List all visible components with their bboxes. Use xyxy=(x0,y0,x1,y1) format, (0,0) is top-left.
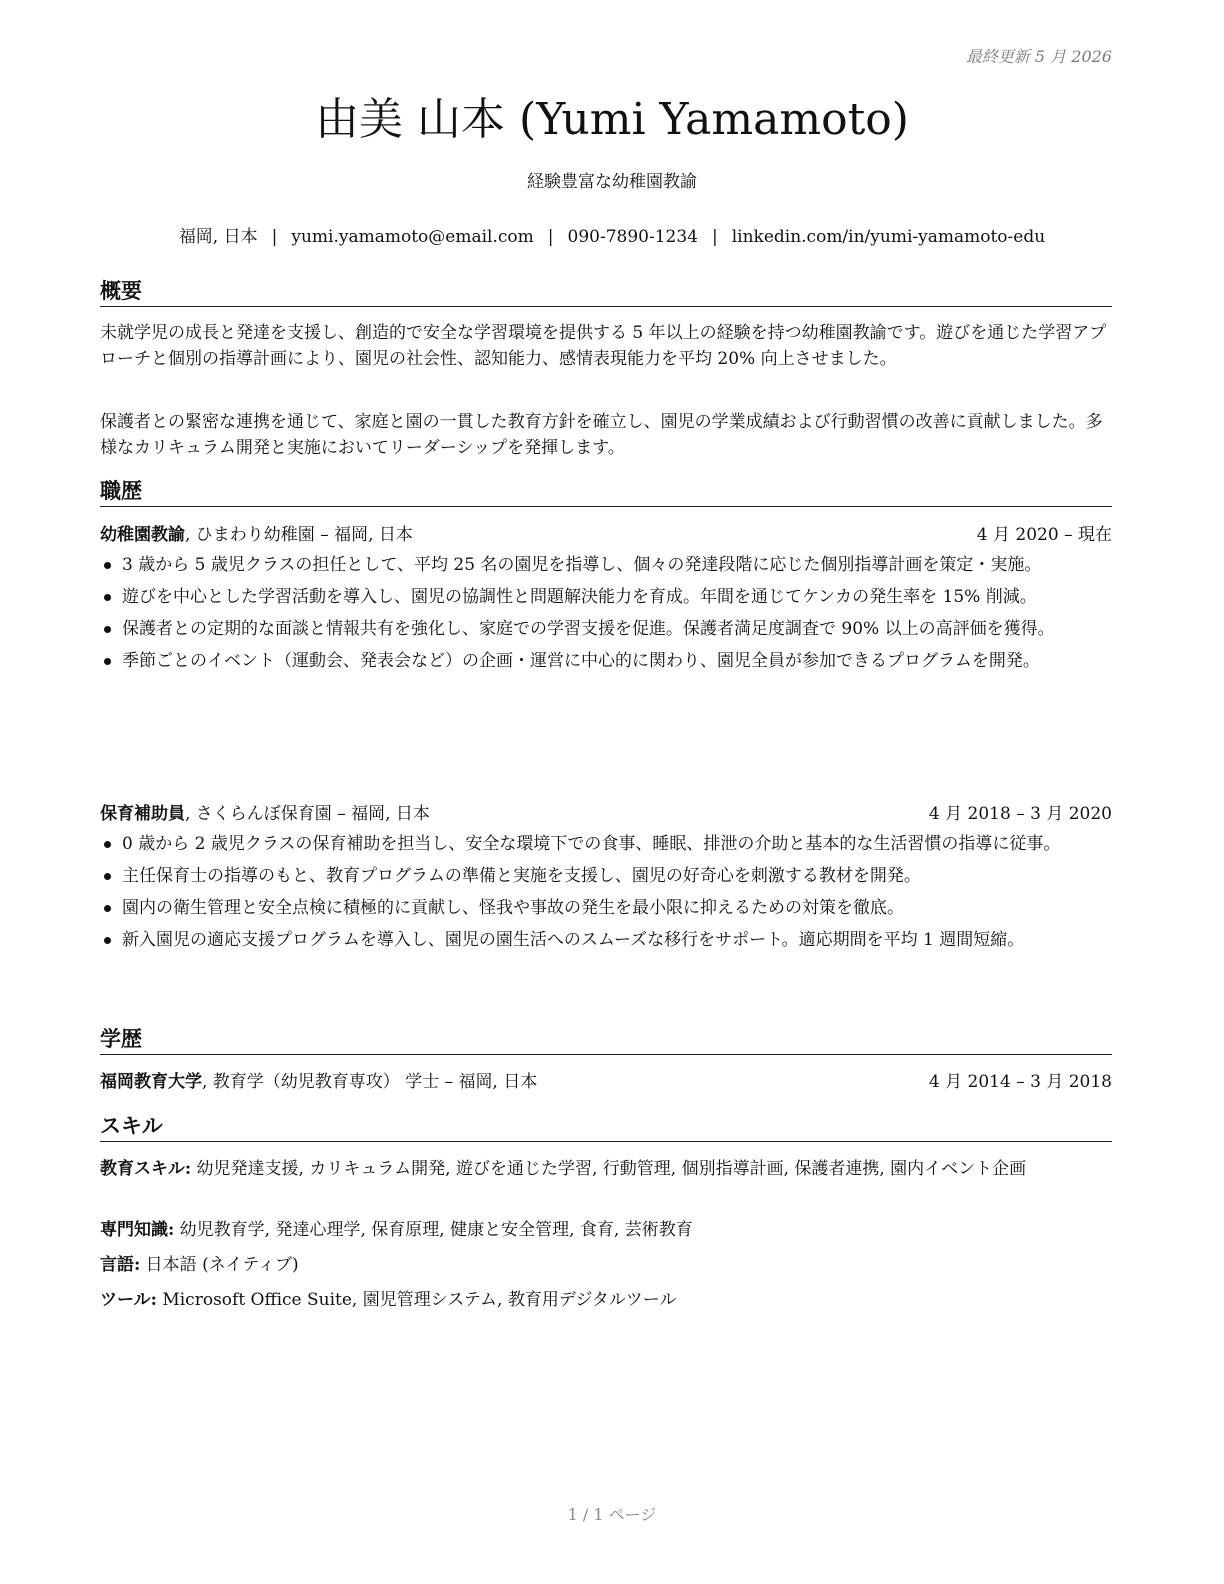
list-item: 3 歳から 5 歳児クラスの担任として、平均 25 名の園児を指導し、個々の発達段階に応じた個別指導計画を策定・実施。 xyxy=(100,552,1112,578)
education-entry xyxy=(100,1069,1112,1095)
section-title-education: 学歴 xyxy=(100,1026,1112,1055)
contact-separator: | xyxy=(547,227,554,247)
list-item: 遊びを中心とした学習活動を導入し、園児の協調性と問題解決能力を育成。年間を通じてケンカの発生率を 15% 削減。 xyxy=(100,584,1112,610)
list-item: 保護者との定期的な面談と情報共有を強化し、家庭での学習支援を促進。保護者満足度調査で 90% 以上の高評価を獲得。 xyxy=(100,616,1112,642)
skill-label: 教育スキル: xyxy=(100,1159,192,1179)
job-title: 経験豊富な幼稚園教諭 xyxy=(527,172,697,192)
contact-email[interactable]: yumi.yamamoto@email.com xyxy=(291,227,534,247)
list-item: 新入園児の適応支援プログラムを導入し、園児の園生活へのスムーズな移行をサポート。適応期間を平均 1 週間短縮。 xyxy=(100,927,1112,953)
skill-value: 幼児発達支援, カリキュラム開発, 遊びを通じた学習, 行動管理, 個別指導計画, 保護者連携, 園内イベント企画 xyxy=(191,1159,1027,1179)
list-item: 主任保育士の指導のもと、教育プログラムの準備と実施を支援し、園児の好奇心を刺激する教材を開発。 xyxy=(100,863,1112,889)
job-role-org xyxy=(100,522,413,548)
summary-paragraph: 未就学児の成長と発達を支援し、創造的で安全な学習環境を提供する 5 年以上の経験を持つ幼稚園教諭です。遊びを通じた学習アプローチと個別の指導計画により、園児の社会性、認知能力、感情表現能力を平均 20% 向上させました。 xyxy=(100,323,1107,369)
job-role: 保育補助員 xyxy=(100,804,185,824)
skill-label: 専門知識: xyxy=(100,1220,175,1240)
person-name: 由美 山本 (Yumi Yamamoto) xyxy=(315,94,909,145)
section-title-experience: 職歴 xyxy=(100,478,1112,507)
skill-value: Microsoft Office Suite, 園児管理システム, 教育用デジタルツール xyxy=(156,1290,677,1310)
skill-row xyxy=(100,1156,1112,1182)
contact-linkedin[interactable]: linkedin.com/in/yumi-yamamoto-edu xyxy=(731,227,1046,247)
education-detail: , 教育学（幼児教育専攻） 学士 – 福岡, 日本 xyxy=(202,1072,538,1092)
job-dates: 4 月 2020 – 現在 xyxy=(976,525,1112,545)
list-item: 季節ごとのイベント（運動会、発表会など）の企画・運営に中心的に関わり、園児全員が参加できるプログラムを開発。 xyxy=(100,648,1112,674)
skill-row xyxy=(100,1217,1112,1243)
job-bullets xyxy=(100,552,1112,680)
education-dates: 4 月 2014 – 3 月 2018 xyxy=(928,1072,1112,1092)
education-school-detail xyxy=(100,1069,537,1095)
skill-value: 日本語 (ネイティブ) xyxy=(140,1255,299,1275)
skill-row xyxy=(100,1287,1112,1313)
job-org: , ひまわり幼稚園 – 福岡, 日本 xyxy=(185,525,413,545)
job-role-org xyxy=(100,801,430,827)
contact-location: 福岡, 日本 xyxy=(178,227,258,247)
skill-label: ツール: xyxy=(100,1290,157,1310)
job-dates: 4 月 2018 – 3 月 2020 xyxy=(928,804,1112,824)
skill-label: 言語: xyxy=(100,1255,141,1275)
education-school: 福岡教育大学 xyxy=(100,1072,202,1092)
list-item: 0 歳から 2 歳児クラスの保育補助を担当し、安全な環境下での食事、睡眠、排泄の介助と基本的な生活習慣の指導に従事。 xyxy=(100,831,1112,857)
contact-phone[interactable]: 090-7890-1234 xyxy=(567,227,698,247)
skill-row xyxy=(100,1252,1112,1278)
job-role: 幼稚園教諭 xyxy=(100,525,185,545)
section-title-skills: スキル xyxy=(100,1113,1112,1142)
page-number: 1 / 1 ページ xyxy=(567,1505,657,1524)
job-header xyxy=(100,801,1112,827)
skill-value: 幼児教育学, 発達心理学, 保育原理, 健康と安全管理, 食育, 芸術教育 xyxy=(174,1220,693,1240)
list-item: 園内の衛生管理と安全点検に積極的に貢献し、怪我や事故の発生を最小限に抑えるための対策を徹底。 xyxy=(100,895,1112,921)
last-updated: 最終更新 5 月 2026 xyxy=(965,47,1112,66)
job-bullets xyxy=(100,831,1112,959)
section-title-summary: 概要 xyxy=(100,278,1112,307)
summary-paragraph: 保護者との緊密な連携を通じて、家庭と園の一貫した教育方針を確立し、園児の学業成績および行動習慣の改善に貢献しました。多様なカリキュラム開発と実施においてリーダーシップを発揮します。 xyxy=(100,412,1103,458)
contact-line xyxy=(0,225,1224,249)
contact-separator: | xyxy=(711,227,718,247)
contact-separator: | xyxy=(271,227,278,247)
job-org: , さくらんぼ保育園 – 福岡, 日本 xyxy=(185,804,430,824)
job-header xyxy=(100,522,1112,548)
